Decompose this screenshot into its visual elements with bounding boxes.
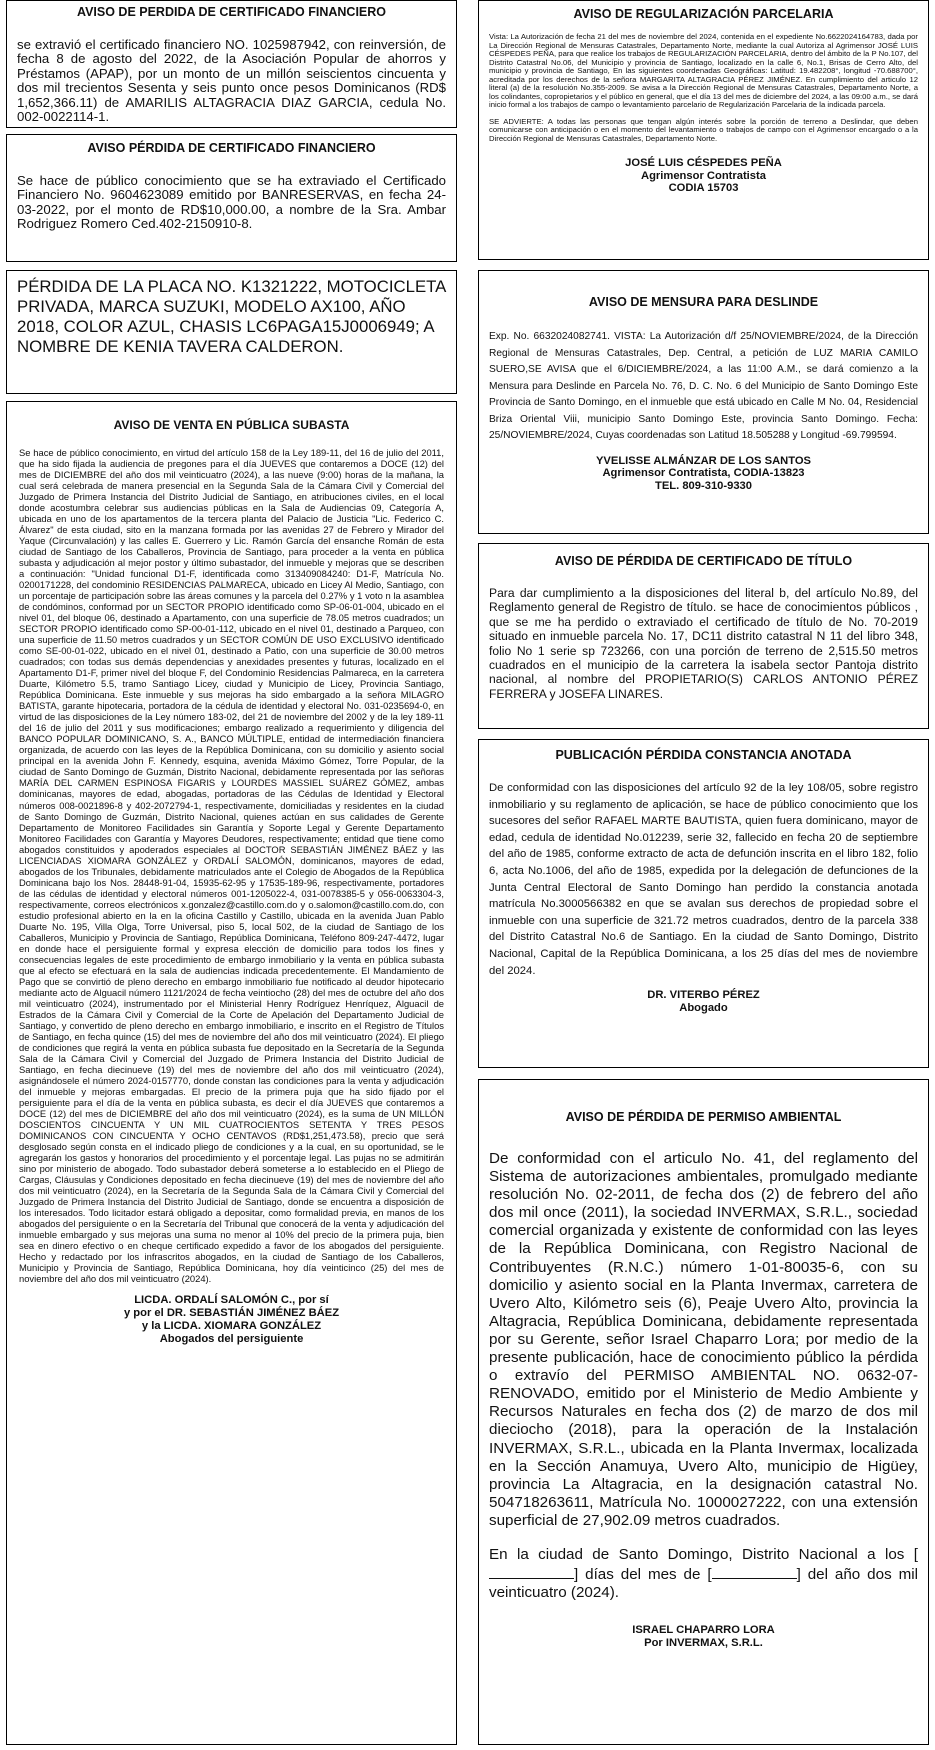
notice-title: AVISO DE PÉRDIDA DE PERMISO AMBIENTAL	[565, 1110, 842, 1124]
notice-signature	[489, 157, 918, 195]
signature-line: JOSÉ LUIS CÉSPEDES PEÑA	[625, 157, 782, 169]
notice-title: AVISO PÉRDIDA DE CERTIFICADO FINANCIERO	[87, 141, 376, 155]
signature-line: ISRAEL CHAPARRO LORA	[632, 1624, 775, 1637]
signature-line: Agrimensor Contratista, CODIA-13823	[602, 467, 805, 480]
signature-line: Abogados del persiguiente	[159, 1333, 304, 1346]
notice-title: AVISO DE VENTA EN PÚBLICA SUBASTA	[113, 418, 350, 432]
signature-line: LICDA. ORDALÍ SALOMÓN C., por sí	[134, 1294, 329, 1307]
notice-lost-financial-certificate-apap	[6, 0, 457, 128]
notice-lost-title-certificate	[478, 543, 929, 729]
notice-body: Se hace de público conocimiento que se ha extraviado el Certificado Financiero No. 9604623089 emitido por BANRESERVAS, en fecha 24-03-2022, por el monto de RD$10,000.00, a nombre de la Sra. Ambar Rodriguez Romero Ced.402-2150910-8.	[17, 173, 446, 232]
notice-lost-financial-certificate-banreservas	[6, 134, 457, 262]
signature-line: y la LICDA. XIOMARA GONZÁLEZ	[141, 1320, 322, 1333]
notice-title: AVISO DE MENSURA PARA DESLINDE	[588, 295, 819, 309]
closing-text: En la ciudad de Santo Domingo, Distrito Nacional a los	[489, 1545, 905, 1563]
notice-lost-license-plate	[6, 270, 457, 394]
notice-title: AVISO DE PERDIDA DE CERTIFICADO FINANCIERO	[76, 5, 387, 19]
closing-text: días del mes de	[585, 1566, 701, 1584]
signature-line: Por INVERMAX, S.R.L.	[644, 1636, 763, 1649]
signature-line: DR. VITERBO PÉREZ	[647, 989, 760, 1002]
notice-body: Se hace de público conocimiento, en virtud del artículo 158 de la Ley 189-11, del 16 de julio del 2011, que ha sido fijada la audiencia de pregones para el día JUEVES que contaremos a DOCE (12) del mes de DICIEMBRE del año dos mil veinticuatro (2024), a las nueve (9:00) horas de la mañana, la cual será celebrada de manera presencial en la Segunda Sala de la Cámara Civil y Comercial del Juzgado de Primera Instancia del Distrito Judicial de Santiago, en atribuciones civiles, en el local donde acostumbra celebrar sus audiencias públicas en la Sala de Audiencias 09, Categoría A, ubicada en uno de los apartamentos de la tercera planta del Palacio de Justicia "Lic. Federico C. Álvarez" de esta ciudad, sito en la manzana formada por las avenidas 27 de Febrero y Mirador del Yaque (Circunvalación) y las calles E. Guerrero y Lic. Ramón García del ensanche Román de esta ciudad de Santiago de los Caballeros, Provincia de Santiago, para proceder a la venta en pública subasta y adjudicación al mejor postor y último subastador, del inmueble y mejoras que se describen a continuación: "Unidad funcional D1-F, identificada como 313409084240: D1-F, Matrícula No. 0200171228, del condominio RESIDENCIAS PALMARECA, ubicado en Licey Al Medio, Santiago, con un porcentaje de participación sobre las áreas comunes y la parcela del 0.27% y 1 voto n la asamblea de condóminos, conformad por un SECTOR PROPIO identificado como SP-06-01-004, ubicado en el nivel 01, del bloque 06, destinado a Apartamento, con una superficie de 78.05 metros cuadrados; un SECTOR PROPIO identificado como SP-00-01-112, ubicado en el nivel 01, destinado a Parqueo, con una superficie de 11.50 metros cuadrados y un SECTOR COMÚN DE USO EXCLUSIVO identificado como SE-00-01-022, ubicado en el nivel 01, destinado a Patio, con una superficie de 30.00 metros cuadrados; con todas sus demás dependencias y anexidades presentes y futuras, localizado en el Apartamento D1-F, primer nivel del bloque F, del Condominio Residencias Palmareca, en la carretera Duarte, Kilómetro 5.5, tramo Santiago Licey, ciudad y Municipio de Licey, Provincia Santiago, República Dominicana. Este inmueble y sus mejoras ha sido embargado a la señora MILAGRO BATISTA, garante hipotecaria, portadora de la cédula de identidad y electoral No. 031-0235694-0, en virtud de las disposiciones de la Ley número 183-02, del 21 de noviembre del 2002 y de la ley 189-11 del 16 de julio del 2011 y sus modificaciones; embargo realizado a requerimiento y diligencia del BANCO POPULAR DOMINICANO, S. A., BANCO MÚLTIPLE, entidad de intermediación financiera organizada, de acuerdo con las leyes de la República Dominicana, con su domicilio y asiento social principal en la avenida John F. Kennedy, esquina, avenida Máximo Gómez, Torre Popular, de la ciudad de Santo Domingo de Guzmán, Distrito Nacional, debidamente representada por las señoras MARÍA DEL CARMEN ESPINOSA FIGARIS y LOURDES MASSIEL SUÁREZ GÓMEZ, ambas dominicanas, mayores de edad, abogadas, portadoras de las Cédulas de Identidad y Electoral números 008-0021896-8 y 402-2072794-1, respectivamente, domiciliadas y residentes en la ciudad de Santo Domingo de Guzmán, Distrito Nacional, quienes actúan en sus calidades de Gerente Departamento de Monitoreo Facilidades sin Garantía y Soporte Legal y Gerente Departamento Monitoreo Facilidades con Garantía y Mayores Deudores, respectivamente; entidad que tiene como abogados constituidos y apoderados especiales al DOCTOR SEBASTIÁN JIMÉNEZ BÁEZ y las LICENCIADAS XIOMARA GONZÁLEZ y ORDALÍ SALOMÓN, dominicanos, mayores de edad, abogados de los Tribunales, debidamente matriculados ante el Colegio de Abogados de la República Dominicana bajo los Nos. 28448-91-04, 15935-62-95 y 17535-189-96, respectivamente, portadores de las cédulas de identidad y electoral números 001-1205022-4, 031-0078385-5 y 056-0063304-3, respectivamente, correos electrónicos x.gonzalez@castillo.com.do y o.salomon@castillo.com.do, con estudio profesional abierto en la en la oficina Castillo y Castillo, ubicada en la avenida Juan Pablo Duarte No. 195, Villa Olga, Torre Universal, piso 5, local 502, de la ciudad de Santiago de los Caballeros, Municipio y Provincia de Santiago, República Dominicana, Teléfono 809-247-4472, lugar en donde hace el persiguiente formal y expresa elección de domicilio para todos los fines y consecuencias legales de este procedimiento de embargo inmobiliario y la venta en pública subasta que al efecto se efectuará en la sala de audiencias indicada precedentemente. El Mandamiento de Pago que se convirtió de pleno derecho en embargo inmobiliario fue notificado al deudor hipotecario mediante acto de Alguacil número 1121/2024 de fecha veintiocho (28) del mes de octubre del año dos mil veinticuatro (2024), instrumentado por el Ministerial Henry Rodríguez Henríquez, Alguacil de Estrados de la Cámara Civil y Comercial de la Corte de Apelación del Departamento Judicial de Santiago, y convertido de pleno derecho en embargo inmobiliario, e inscrito en el Registro de Títulos de Santiago, en fecha quince (15) del mes de noviembre del año dos mil veinticuatro (2024). El pliego de condiciones que regirá la venta en pública subasta fue depositado en la Secretaría de la Segunda Sala de la Cámara Civil y Comercial del Juzgado de Primera Instancia del Distrito Judicial de Santiago, en fecha diecinueve (19) del mes de noviembre del año dos mil veinticuatro (2024), asignándosele el número 2024-0157770, donde constan las condiciones para la venta y adjudicación del inmueble y mejoras embargadas. El precio de la primera puja que ha sido fijado por el persiguiente para el día de la venta en pública subasta, es decir el día JUEVES que contaremos a DOCE (12) del mes de DICIEMBRE del año dos mil veinticuatro (2024), es la suma de UN MILLÓN DOSCIENTOS CINCUENTA Y UN MIL CUATROCIENTOS SETENTA Y TRES PESOS DOMINICANOS CON CINCUENTA Y OCHO CENTAVOS (RD$1,251,473.58), precio que será desglosado según consta en el indicado pliego de condiciones y a la cual, en su oportunidad, se le agregarán los gastos y honorarios del procedimiento y el porcentaje legal. Las pujas no se admitirán sino por ministerio de abogado. Todo subastador deberá someterse a lo establecido en el Pliego de Cargas, Cláusulas y Condiciones depositado en fecha diecinueve (19) del mes de noviembre del año dos mil veinticuatro (2024), en la Secretaría de la Segunda Sala de la Cámara Civil y Comercial del Juzgado de Primera Instancia del Distrito Judicial de Santiago, donde se encuentra a disposición de los interesados. Todo licitador estará obligado a depositar, como formalidad previa, en manos de los abogados del persiguiente o en la Secretaría del Tribunal que conocerá de la venta y adjudicación del inmueble embargado y sus mejoras una suma no menor al 10% del precio de la primera puja, bien sea en dinero efectivo o en cheque certificado expedido a favor de los abogados del persiguiente. Hecho y redactado por los infrascritos abogados, en la ciudad de Santiago de los Caballeros, Municipio y Provincia de Santiago, República Dominicana, hoy día veinticinco (25) del mes de noviembre del año dos mil veinticuatro (2024).	[19, 447, 444, 1285]
notice-body: De conformidad con las disposiciones del artículo 92 de la ley 108/05, sobre registro inmobiliario y su reglamento de aplicación, se hace de público conocimiento que los sucesores del señor RAFAEL MARTE BAUTISTA, quien fuera dominicano, mayor de edad, cedula de identidad No.012239, serie 32, fallecido en fecha 20 de septiembre del año de 1985, conforme extracto de acta de defunción inscrita en el libro 182, folio 6, acta No.1006, del año de 1985, expedida por la delegación de defunciones de la Junta Central Electoral de Santo Domingo han perdido la constancia anotada matrícula No.3000566382 en que se avalan sus derechos de propiedad sobre el inmueble con una superficie de 321.72 metros cuadrados, dentro de la parcela 338 del Distrito Catastral No.6 de Santiago. En la ciudad de Santo Domingo, Distrito Nacional, Capital de la República Dominicana, a los 25 días del mes de noviembre del 2024.	[489, 782, 918, 977]
signature-line: Abogado	[679, 1001, 728, 1014]
closing-text: del año dos mil veinticuatro (2024).	[489, 1566, 918, 1602]
notice-body: PÉRDIDA DE LA PLACA NO. K1321222, MOTOCICLETA PRIVADA, MARCA SUZUKI, MODELO AX100, AÑO 2018, COLOR AZUL, CHASIS LC6PAGA15J0006949; A NOMBRE DE KENIA TAVERA CALDERON.	[17, 277, 446, 356]
notice-body: Exp. No. 6632024082741. VISTA: La Autorización d/f 25/NOVIEMBRE/2024, de la Dirección Regional de Mensuras Catastrales, Dep. Central, a petición de LUZ MARIA CAMILO SUERO,SE AVISA que el 6/DICIEMBRE/2024, a las 11:00 A.M., se dará comienzo a la Mensura para Deslinde en Parcela No. 76, D. C. No. 6 del Municipio de Santo Domingo Este Provincia de Santo Domingo, en el inmueble que está ubicado en Calle M No. 04, Residencial Briza Oriental Viii, municipio Santo Domingo Este, provincia Santo Domingo. Fecha: 25/NOVIEMBRE/2024, Cuyas coordenadas son Latitud 18.505288 y Longitud -69.799594.	[489, 331, 918, 441]
notice-title: AVISO DE REGULARIZACIÓN PARCELARIA	[573, 7, 834, 21]
notice-body: De conformidad con el articulo No. 41, del reglamento del Sistema de autorizaciones ambientales, promulgado mediante resolución No. 02-2011, de fecha dos (2) de febrero del año dos mil once (2011), la sociedad INVERMAX, S.R.L., sociedad comercial organizada y existente de conformidad con las leyes de la República Dominicana, con Registro Nacional de Contribuyentes (R.N.C.) número 1-01-80035-6, con su domicilio y asiento social en la Planta Invermax, carretera de Uvero Alto, Kilómetro seis (6), Peaje Uvero Alto, provincia la Altagracia, República Dominicana, debidamente representada por su Gerente, señor Israel Chaparro Lora; por medio de la presente publicación, hace de conocimiento público la pérdida o extravío del PERMISO AMBIENTAL NO. 0632-07-RENOVADO, emitido por el Ministerio de Medio Ambiente y Recursos Naturales en fecha dos (2) de marzo de dos mil dieciocho (2018), para la operación de la Instalación INVERMAX, S.R.L., ubicada en la Planta Invermax, localizada en la Sección Anamuya, Uvero Alto, municipio de Higüey, provincia La Altagracia, en la designación catastral No. 504718263611, Matrícula No. 1000027222, con una extensión superficial de 27,902.09 metros cuadrados.	[489, 1150, 918, 1529]
notice-lost-annotated-record	[478, 739, 929, 1068]
notice-public-auction	[6, 401, 457, 1745]
notice-survey-for-demarcation	[478, 270, 929, 534]
notice-warning: SE ADVIERTE: A todas las personas que tengan algún interés sobre la porción de terreno a Deslindar, que deben comunicarse con anticipación o en el momento del levantamiento o trabajos de campo con el Agrimensor encargado o a la Dirección Regional de Mensuras Catastrales, Departamento Norte.	[489, 116, 918, 143]
notice-signature	[489, 455, 918, 493]
notice-body: se extravió el certificado financiero NO. 1025987942, con reinversión, de fecha 8 de agosto del 2022, de la Asociación Popular de ahorros y Préstamos (APAP), por un monto de un millón seiscientos cincuenta y dos mil trecientos Sesenta y seis punto once pesos Dominicanos (RD$ 1,652,366.11) de AMARILIS ALTAGRACIA DIAZ GARCIA, cedula No. 002-0022114-1.	[17, 37, 446, 125]
notice-lost-environmental-permit	[478, 1079, 929, 1745]
notice-closing: En la ciudad de Santo Domingo, Distrito Nacional a los [] días del mes de [ ] del año dos mil veinticuatro (2024).	[489, 1545, 918, 1602]
notice-signature	[19, 1294, 444, 1346]
notice-body: Vista: La Autorización de fecha 21 del mes de noviembre del 2024, contenida en el expediente No.6622024164783, dada por La Dirección Regional de Mensuras Catastrales, Departamento Norte, mediante la cual Autoriza al Agrimensor JOSÉ LUIS CÉSPEDES PEÑA, para que realice los trabajos de REGULARIZACIÓN PARCELARIA, dentro del ámbito de la P No.107, del Distrito Catastral No.06, del Municipio y provincia de Santiago, localizado en la calle 6, No.1, Brisas de Cerro Alto, del municipio y provincia de Santiago, En las siguientes coordenadas Geográficas: Latitud: 19.482208°, longitud -70.688700°, acreditada por los derechos de la señora MARGARITA ALTAGRACIA PÉREZ JIMÉNEZ. En cumplimiento del articulo 12 literal (a) de la resolución No.355-2009. Se avisa a la Dirección Regional de Mensuras Catastrales, Departamento Norte, a los colindantes, copropietarios y el público en general, que el día 13 del mes de diciembre del 2024, a las 09:00 a.m., se dará inicio formal a los trabajos de campo o levantamiento parcelario de Regularización Parcelaria de la indicada parcela.	[489, 32, 918, 109]
notice-title: PUBLICACIÓN PÉRDIDA CONSTANCIA ANOTADA	[555, 748, 852, 762]
signature-line: y por el DR. SEBASTIÁN JIMÉNEZ BÁEZ	[123, 1307, 340, 1320]
signature-line: Agrimensor Contratista	[641, 169, 766, 182]
notice-signature	[489, 989, 918, 1014]
notice-body: Para dar cumplimiento a la disposiciones del literal b, del artículo No.89, del Reglamento general de Registro de título. se hace de conocimientos públicos , que se me ha perdido o extraviado el certificado de título de No. 70-2019 situado en inmueble parcela No. 17, DC11 distrito catastral N 11 del libro 348, folio No 1 serie sp 723266, con una porción de terreno de 2,515.50 metros cuadrados en el municipio de la carretera la isabela sector Pantoja distrito nacional, al nombre del PROPIETARIO(S) CARLOS ANTONIO PÉREZ FERRERA y JOSEFA LINARES.	[489, 586, 918, 701]
notice-signature	[489, 1624, 918, 1649]
notice-title: AVISO DE PÉRDIDA DE CERTIFICADO DE TÍTULO	[554, 554, 853, 568]
notice-parcel-regularization	[478, 0, 929, 260]
signature-line: YVELISSE ALMÁNZAR DE LOS SANTOS	[595, 454, 812, 467]
blank-day-field	[489, 1564, 574, 1579]
signature-line: CODIA 15703	[668, 182, 739, 195]
blank-month-field	[712, 1564, 797, 1579]
signature-line: TEL. 809-310-9330	[654, 479, 753, 492]
